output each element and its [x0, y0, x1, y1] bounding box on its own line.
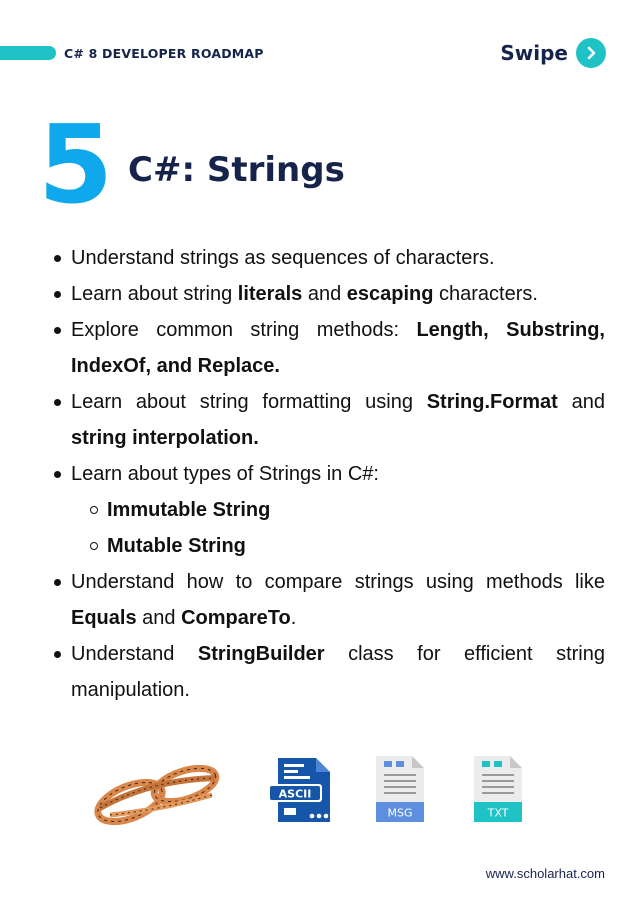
footer-url[interactable]: www.scholarhat.com [485, 866, 605, 881]
list-item-bold: String.Format [426, 391, 558, 413]
msg-file-icon [376, 756, 424, 822]
list-item-text: characters. [433, 283, 538, 305]
txt-file-icon [474, 756, 522, 822]
list-item-bold: string interpolation. [71, 427, 259, 449]
list-item-bold: StringBuilder [197, 643, 325, 665]
list-item-text: and [302, 283, 347, 305]
swipe-control[interactable] [500, 38, 606, 68]
list-item-bold: Length, Substring, IndexOf, and Replace. [71, 319, 605, 377]
list-item [52, 312, 605, 384]
list-item [52, 384, 605, 456]
sub-list-item [52, 528, 605, 564]
list-item-bold: Equals [71, 607, 137, 629]
ascii-label: ASCII [278, 787, 312, 801]
rope-icon [92, 762, 219, 830]
swipe-button[interactable] [576, 38, 606, 68]
list-item-text: Explore common string methods: [71, 319, 417, 341]
sub-list-item-bold: Immutable String [107, 499, 271, 521]
list-item-bold: CompareTo [181, 607, 291, 629]
list-item [52, 636, 605, 708]
list-item-text: and [136, 607, 182, 629]
roadmap-label: C# 8 DEVELOPER ROADMAP [64, 46, 264, 61]
list-item-text: Understand [71, 643, 198, 665]
list-item-text: class for efficient string manipulation. [71, 643, 605, 701]
page-title: C#: Strings [128, 150, 345, 190]
list-item [52, 240, 605, 276]
txt-label: TXT [487, 806, 509, 820]
list-item [52, 564, 605, 636]
illustration-row [0, 750, 638, 830]
sub-list-item-bold: Mutable String [107, 535, 246, 557]
list-item-text: Understand strings as sequences of characters. [71, 247, 495, 269]
msg-label: MSG [387, 806, 413, 820]
bullet-list [52, 240, 605, 708]
list-item-text: Understand how to compare strings using methods like [71, 571, 605, 593]
list-item-text: . [290, 607, 297, 629]
list-item-bold: escaping [346, 283, 434, 305]
list-item-text: Learn about string [71, 283, 238, 305]
ascii-file-icon [268, 758, 330, 822]
sub-list-item [52, 492, 605, 528]
list-item-text: Learn about string formatting using [71, 391, 427, 413]
list-item [52, 276, 605, 312]
swipe-label: Swipe [500, 41, 568, 65]
list-item-text: and [557, 391, 605, 413]
section-number: 5 [38, 103, 112, 228]
chevron-right-icon [584, 46, 598, 60]
accent-bar [0, 46, 56, 60]
list-item [52, 456, 605, 492]
list-item-bold: literals [237, 283, 303, 305]
list-item-text: Learn about types of Strings in C#: [71, 463, 379, 485]
